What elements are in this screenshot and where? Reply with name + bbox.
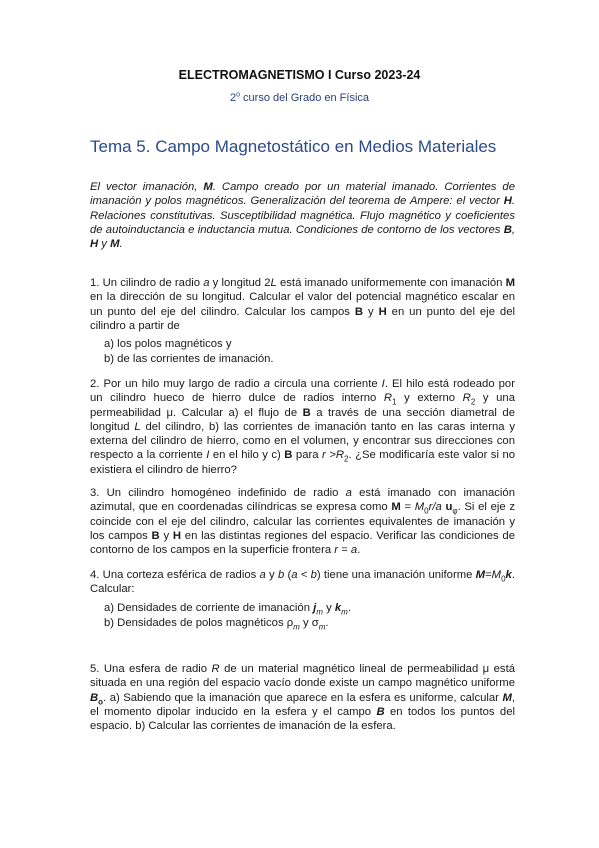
text: 5. Una esfera de radio xyxy=(90,663,212,675)
text: . ¿Se modificaría este valor si no existiera el cilindro de hierro? xyxy=(90,449,516,476)
text: El vector imanación, xyxy=(90,181,204,193)
symbol: L xyxy=(270,277,277,289)
vector-symbol: k xyxy=(505,569,512,581)
text: , el momento dipolar inducido en la esfera y el campo xyxy=(90,691,515,718)
text: y xyxy=(363,305,379,318)
problem-3 xyxy=(90,486,515,557)
symbol: a xyxy=(203,277,210,289)
problem-4-items xyxy=(104,601,515,631)
course-subtitle xyxy=(0,92,599,104)
text: . xyxy=(357,544,361,557)
subscript: 2 xyxy=(470,397,476,407)
subtitle-text: curso del Grado en Física xyxy=(240,92,370,104)
vector-symbol: j xyxy=(313,601,317,614)
text: y xyxy=(98,238,111,251)
vector-symbol: H xyxy=(90,238,99,251)
vector-symbol: k xyxy=(334,601,342,614)
subscript: 0 xyxy=(501,574,506,584)
subscript: 0 xyxy=(424,506,429,516)
symbol: L xyxy=(134,420,141,433)
list-item xyxy=(104,616,515,630)
text: a) Densidades de corriente de imanación xyxy=(104,601,314,614)
text: . Campo creado por un material imanado. Corrientes de imanación y polos magnéticos. Generalización del teorema de Ampere: el vector xyxy=(90,181,515,208)
vector-symbol: M xyxy=(110,238,120,251)
symbol: r = a xyxy=(334,544,358,557)
problem-1 xyxy=(90,276,515,368)
vector-symbol: B xyxy=(376,705,385,718)
subscript: m xyxy=(293,622,300,632)
list-item: a) los polos magnéticos y xyxy=(104,338,232,351)
text: . El hilo está rodeado por un cilindro hueco de hierro dulce de radios interno xyxy=(90,378,515,405)
text: b) Densidades de polos magnéticos ρ xyxy=(104,616,294,629)
subtitle-number: 2 xyxy=(229,92,237,104)
topic-summary xyxy=(90,180,515,251)
problem-5 xyxy=(90,662,515,733)
text: a través de una sección diametral de longitud xyxy=(90,406,515,433)
text: circula una corriente xyxy=(270,378,382,390)
text: ) tiene una imanación uniforme xyxy=(316,569,476,581)
text: 4. Una corteza esférica de radios xyxy=(90,569,260,581)
subscript: m xyxy=(341,606,348,616)
text: = xyxy=(400,501,415,514)
text: 3. Un cilindro homogéneo indefinido de radio xyxy=(90,487,346,499)
text: en todos los puntos del espacio. b) Calcular las corrientes de imanación de la esfera. xyxy=(90,705,515,733)
vector-symbol: M xyxy=(505,277,516,289)
list-item: b) de las corrientes de imanación. xyxy=(104,353,274,366)
text: y una permeabilidad μ. Calcular a) el flujo de xyxy=(90,392,515,419)
symbol: a xyxy=(345,487,352,499)
symbol: R xyxy=(462,392,471,405)
course-title: ELECTROMAGNETISMO I Curso 2023-24 xyxy=(178,68,421,82)
subscript: 1 xyxy=(392,397,397,407)
symbol: b xyxy=(277,569,285,581)
symbol: I xyxy=(206,449,210,462)
text: del cilindro, b) las corrientes de imanación tanto en las caras interna y externa del cilindro de hierro, como en el volumen, y encontrar sus direcciones con respecto a la corriente xyxy=(90,420,515,462)
subscript: φ xyxy=(452,506,458,516)
text: 2. Por un hilo muy largo de radio xyxy=(90,378,264,390)
vector-symbol: B xyxy=(302,406,311,419)
subscript: o xyxy=(98,696,104,706)
symbol: M xyxy=(491,569,502,581)
vector-symbol: M xyxy=(475,569,486,581)
text: . Calcular: xyxy=(90,569,515,596)
text: y xyxy=(322,601,335,614)
vector-symbol: B xyxy=(90,691,99,704)
text: ( xyxy=(284,569,292,581)
text: = xyxy=(485,569,492,581)
text: está imanado con imanación azimutal, que en coordenadas cilíndricas se expresa como xyxy=(90,487,515,514)
vector-symbol: M xyxy=(391,501,401,514)
vector-symbol: H xyxy=(503,195,512,208)
text: 1. Un cilindro de radio xyxy=(90,277,204,289)
vector-symbol: H xyxy=(378,305,387,318)
symbol: R xyxy=(211,663,220,675)
text: en la dirección de su longitud. Calcular el valor del potencial magnético escalar en un punto del eje del cilindro. Calcular los campos xyxy=(90,291,515,318)
vector-symbol: B xyxy=(354,305,364,318)
vector-symbol: B xyxy=(284,449,293,462)
subscript: 2 xyxy=(344,454,349,464)
text: . Si el eje z coincide con el eje del cilindro, calcular las corrientes equivalentes de imanación y los campos xyxy=(90,501,515,542)
symbol: a xyxy=(263,378,271,390)
problem-4 xyxy=(90,568,515,631)
text: . xyxy=(119,238,123,251)
symbol: R xyxy=(383,392,393,405)
text: y xyxy=(159,529,173,542)
vector-symbol: B xyxy=(503,223,512,236)
symbol: r >R xyxy=(322,449,345,462)
symbol: r/a xyxy=(428,501,446,514)
list-item xyxy=(104,601,515,615)
text: y σ xyxy=(299,616,319,629)
text: para xyxy=(292,449,323,462)
text: . xyxy=(347,601,351,614)
text: , xyxy=(511,223,515,236)
vector-symbol: B xyxy=(151,529,160,542)
symbol: a xyxy=(259,569,266,581)
vector-symbol: H xyxy=(172,529,182,542)
symbol: a < b xyxy=(291,569,317,581)
subscript: m xyxy=(318,622,326,632)
text: en el hilo y c) xyxy=(209,449,285,462)
vector-symbol: M xyxy=(502,691,512,704)
problem-1-items xyxy=(104,337,515,367)
text: . xyxy=(325,616,329,629)
text: . a) Sabiendo que la imanación que aparece en la esfera es uniforme, calcular xyxy=(103,691,503,704)
text: en un punto del eje del cilindro a partir de xyxy=(90,305,515,332)
vector-symbol: M xyxy=(203,181,213,193)
vector-symbol: u xyxy=(445,501,453,514)
topic-title: Tema 5. Campo Magnetostático en Medios Materiales xyxy=(90,137,497,156)
subtitle-ordinal: o xyxy=(236,91,240,99)
symbol: I xyxy=(381,378,385,390)
text: y xyxy=(265,569,278,581)
text: en las distintas regiones del espacio. Verificar las condiciones de contorno de los campos en la superficie frontera xyxy=(90,529,515,557)
text: de un material magnético lineal de permeabilidad μ está situada en una región del espacio vacío donde existe un campo magnético uniforme xyxy=(90,663,515,690)
symbol: M xyxy=(414,501,425,514)
text: está imanado uniformemente con imanación xyxy=(276,277,506,289)
problem-2 xyxy=(90,377,515,477)
text: y longitud 2 xyxy=(209,277,271,289)
subscript: m xyxy=(316,606,323,616)
text: . Relaciones constitutivas. Susceptibilidad magnética. Flujo magnético y coeficientes de autoinductancia e inductancia mutua. Condiciones de contorno de los vectores xyxy=(90,195,515,236)
text: y externo xyxy=(396,392,463,405)
